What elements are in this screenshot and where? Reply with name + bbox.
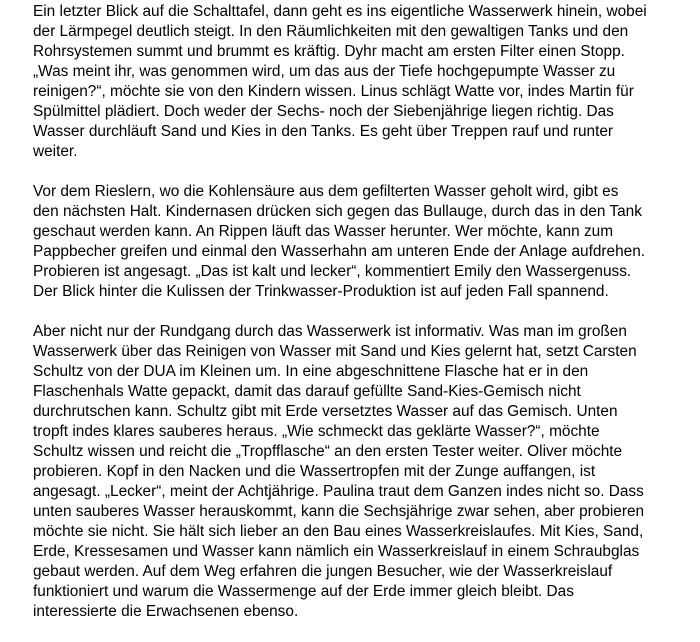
text-line: den nächsten Halt. Kindernasen drücken sich gegen das Bullauge, durch das in den Tank xyxy=(33,203,642,220)
text-line: „Was meint ihr, was genommen wird, um das aus der Tiefe hochgepumpte Wasser zu xyxy=(33,63,616,80)
text-line: Der Blick hinter die Kulissen der Trinkwasser-Produktion ist auf jeden Fall spannend. xyxy=(33,283,609,300)
text-line: Erde, Kressesamen und Wasser kann nämlich ein Wasserkreislauf in einem Schraubglas xyxy=(33,543,640,560)
text-line: Pappbecher greifen und einmal den Wasserhahn am unteren Ende der Anlage aufdrehen. xyxy=(33,243,646,260)
text-line: möchte sie nicht. Sie hält sich lieber an den Bau eines Wasserkreislaufes. Mit Kies, Sand, xyxy=(33,523,644,540)
text-line: probieren. Kopf in den Nacken und die Wassertropfen mit der Zunge auffangen, ist xyxy=(33,463,596,480)
text-line: Rohrsystemen summt und brummt es kräftig. Dyhr macht am ersten Filter einen Stopp. xyxy=(33,43,625,60)
text-line: unten sauberes Wasser herauskommt, kann die Sechsjährige zwar sehen, aber probieren xyxy=(33,503,645,520)
text-line: Aber nicht nur der Rundgang durch das Wasserwerk ist informativ. Was man im großen xyxy=(33,323,627,340)
text-line: tropft indes klares sauberes heraus. „Wie schmeckt das geklärte Wasser?“, möchte xyxy=(33,423,600,440)
text-line: Schultz von der DUA im Kleinen um. In eine abgeschnittene Flasche hat er in den xyxy=(33,363,589,380)
text-line: reinigen?“, möchte sie von den Kindern wissen. Linus schlägt Watte vor, indes Martin für xyxy=(33,83,634,100)
text-line: weiter. xyxy=(33,143,78,160)
paragraph-2 xyxy=(33,182,673,302)
text-line: Probieren ist angesagt. „Das ist kalt und lecker“, kommentiert Emily den Wassergenuss. xyxy=(33,263,632,280)
text-line: durchrutschen kann. Schultz gibt mit Erde versetztes Wasser auf das Gemisch. Unten xyxy=(33,403,618,420)
text-line: angesagt. „Lecker“, meint der Achtjährige. Paulina traut dem Ganzen indes nicht so. Dass xyxy=(33,483,644,500)
text-line: Vor dem Rieslern, wo die Kohlensäure aus dem gefilterten Wasser geholt wird, gibt es xyxy=(33,183,619,200)
paragraph-3 xyxy=(33,322,673,622)
article-body xyxy=(33,2,673,642)
text-line: Ein letzter Blick auf die Schalttafel, dann geht es ins eigentliche Wasserwerk hinein, wobei xyxy=(33,3,647,20)
text-line: Schultz wissen und reicht die „Tropfflasche“ an den ersten Tester weiter. Oliver möchte xyxy=(33,443,623,460)
text-line: interessierte die Erwachsenen ebenso. xyxy=(33,603,299,620)
text-line: funktioniert und warum die Wassermenge auf der Erde immer gleich bleibt. Das xyxy=(33,583,574,600)
text-line: der Lärmpegel deutlich steigt. In den Räumlichkeiten mit den gewaltigen Tanks und den xyxy=(33,23,629,40)
text-line: Wasser durchläuft Sand und Kies in den Tanks. Es geht über Treppen rauf und runter xyxy=(33,123,614,140)
paragraph-1 xyxy=(33,2,673,162)
text-line: gebaut werden. Auf dem Weg erfahren die jungen Besucher, wie der Wasserkreislauf xyxy=(33,563,613,580)
text-line: Spülmittel plädiert. Doch weder der Sechs- noch der Siebenjährige liegen richtig. Das xyxy=(33,103,614,120)
text-line: geschaut werden kann. An Rippen läuft das Wasser herunter. Wer möchte, kann zum xyxy=(33,223,614,240)
text-line: Wasserwerk über das Reinigen von Wasser mit Sand und Kies gelernt hat, setzt Carsten xyxy=(33,343,637,360)
text-line: Flaschenhals Watte gepackt, damit das darauf gefüllte Sand-Kies-Gemisch nicht xyxy=(33,383,581,400)
